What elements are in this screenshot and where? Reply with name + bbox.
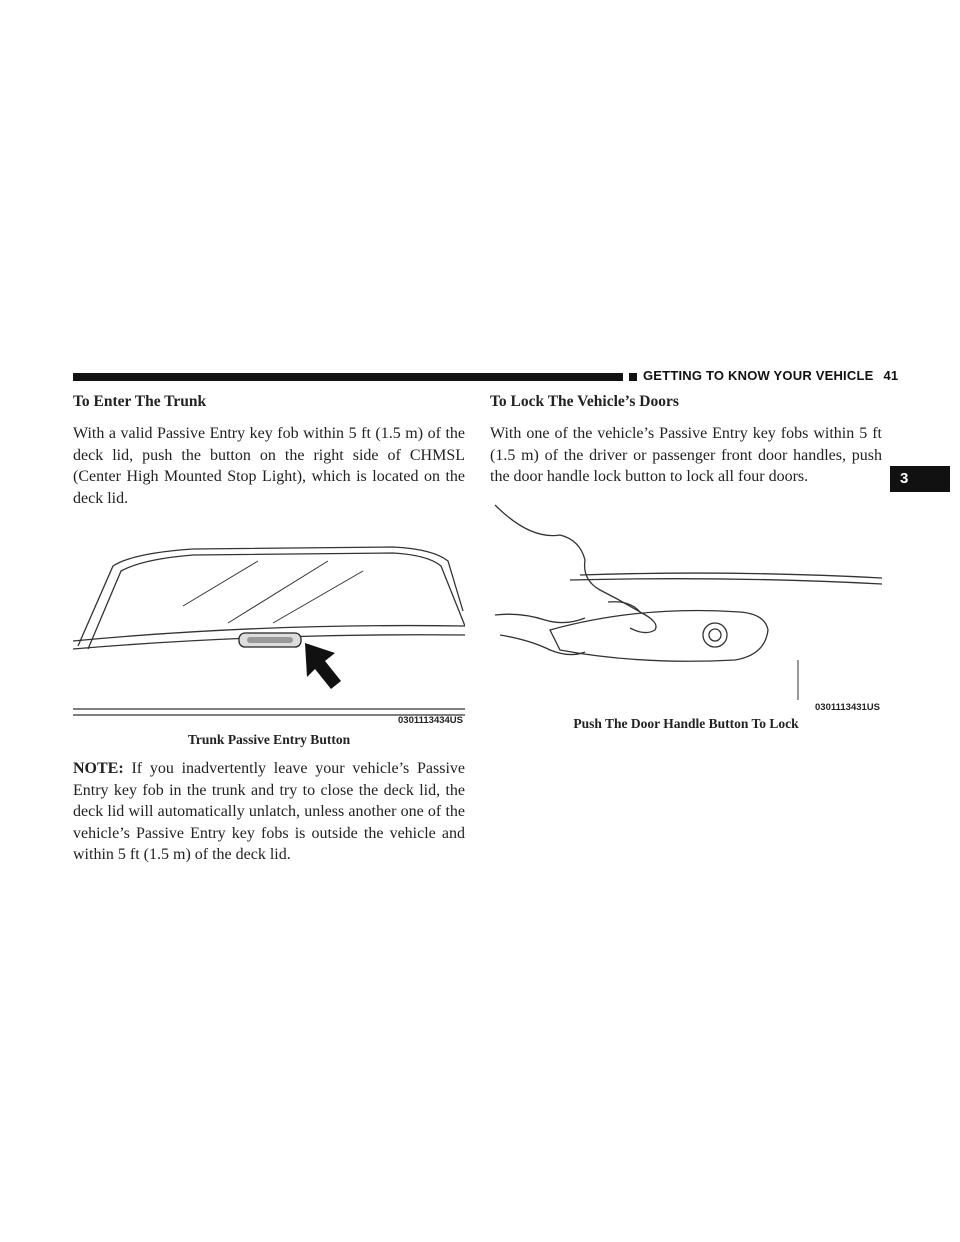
section-title: GETTING TO KNOW YOUR VEHICLE xyxy=(643,368,874,383)
lock-intro: With one of the vehicle’s Passive Entry key fobs within 5 ft (1.5 m) of the driver or passenger front door handles, push the door handle lock button to lock all four doors. xyxy=(490,425,882,485)
chapter-tab: 3 xyxy=(890,466,950,492)
trunk-illustration xyxy=(73,531,465,721)
running-header xyxy=(643,368,898,383)
door-handle-illustration xyxy=(490,500,882,700)
trunk-figure-caption: Trunk Passive Entry Button xyxy=(187,732,351,747)
trunk-heading: To Enter The Trunk xyxy=(73,393,207,410)
lock-heading: To Lock The Vehicle’s Doors xyxy=(490,393,679,410)
page-number: 41 xyxy=(883,368,899,383)
door-figure-caption: Push The Door Handle Button To Lock xyxy=(573,715,799,731)
trunk-figure-code: 0301113434US xyxy=(398,715,463,726)
note-text: If you inadvertently leave your vehicle’s Passive Entry key fob in the trunk and try to close the deck lid, the deck lid will automatically unlatch, unless another one of the vehicle’s Passive Entry key fobs is outside the vehicle and within 5 ft (1.5 m) of the deck lid. xyxy=(73,760,466,863)
door-figure xyxy=(490,500,882,713)
trunk-figure xyxy=(73,531,465,736)
right-column xyxy=(490,393,882,732)
trunk-note xyxy=(73,758,465,866)
door-figure-code: 0301113431US xyxy=(815,701,880,713)
header-rule xyxy=(73,373,623,381)
trunk-intro: With a valid Passive Entry key fob within 5 ft (1.5 m) of the deck lid, push the button on the right side of CHMSL (Center High Mounted Stop Light), which is located on the deck lid. xyxy=(73,425,465,507)
left-column xyxy=(73,393,465,866)
header-square xyxy=(629,373,637,381)
note-label: NOTE: xyxy=(73,760,124,777)
